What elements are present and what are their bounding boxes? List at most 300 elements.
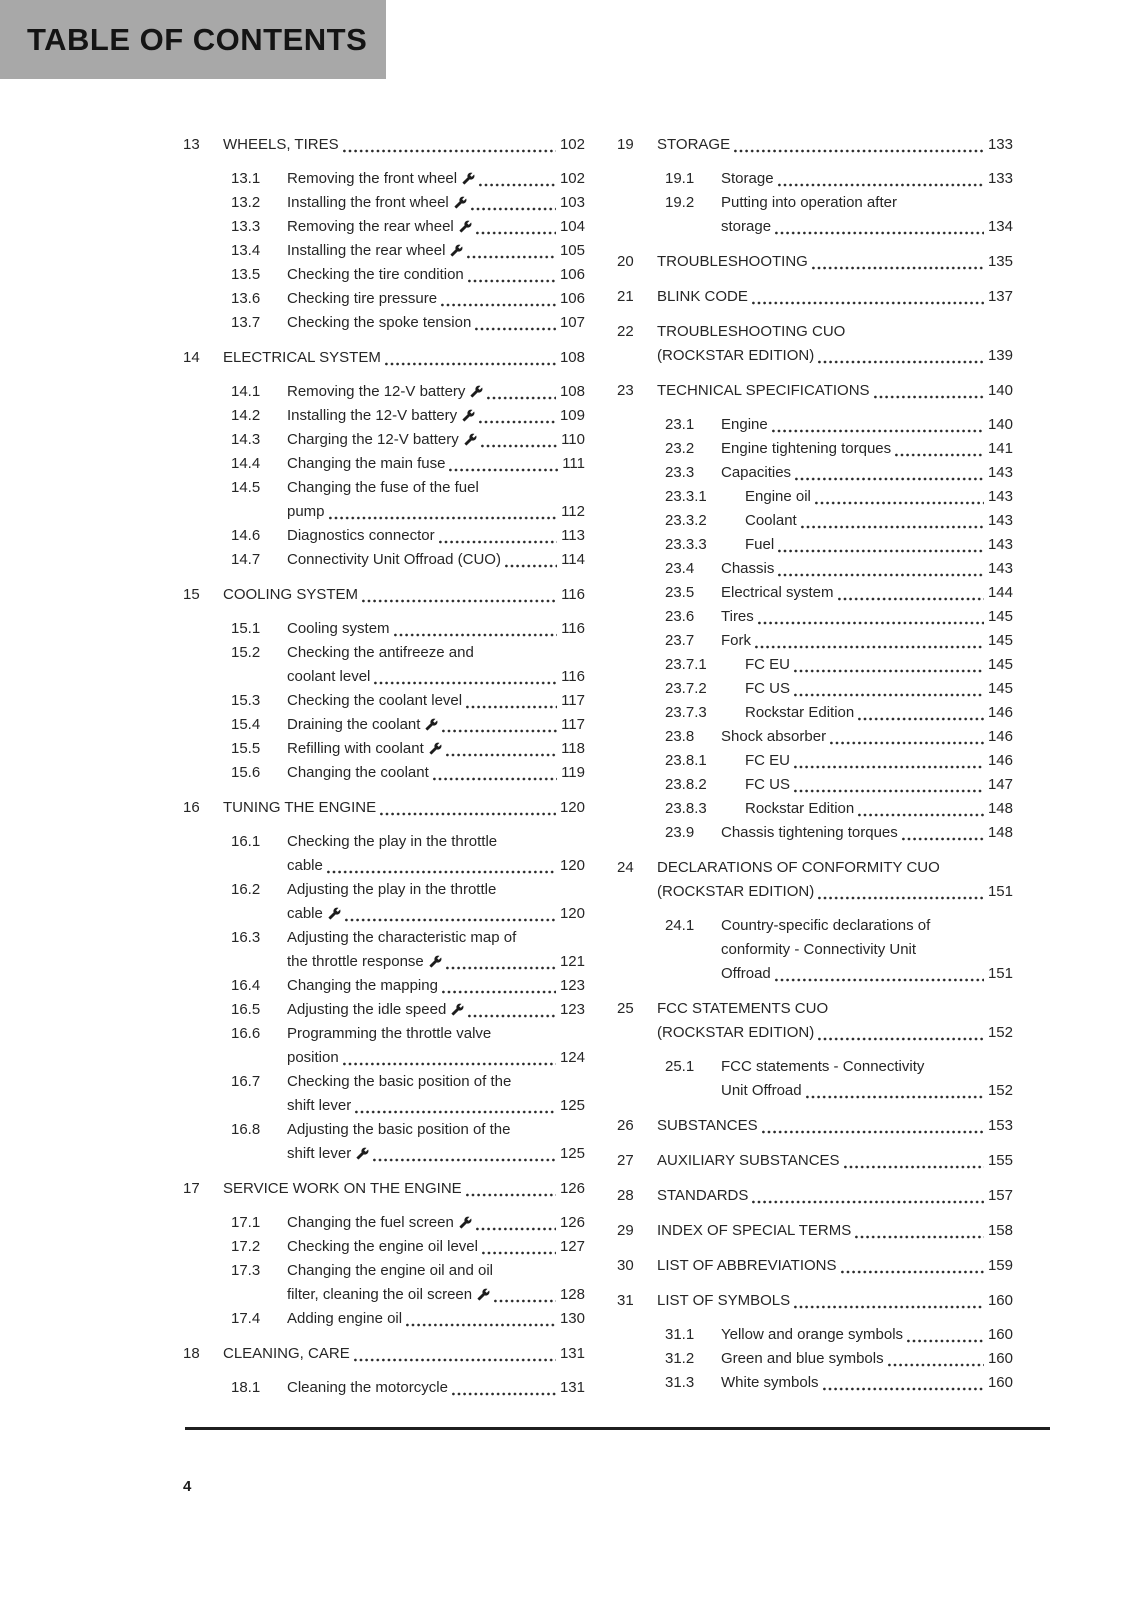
toc-section-entry bbox=[617, 677, 1013, 701]
toc-entry-number: 18 bbox=[183, 1345, 200, 1362]
toc-title-text: Cooling system bbox=[287, 620, 390, 637]
toc-entry-title bbox=[287, 1235, 585, 1259]
toc-title-text: filter, cleaning the oil screen bbox=[287, 1286, 473, 1303]
toc-page-number: 113 bbox=[561, 527, 585, 544]
toc-page-number: 141 bbox=[987, 440, 1013, 457]
toc-page-number: 151 bbox=[987, 965, 1013, 982]
toc-title-text: coolant level bbox=[287, 668, 371, 685]
wrench-icon bbox=[462, 172, 475, 185]
toc-title-line: DECLARATIONS OF CONFORMITY CUO bbox=[657, 859, 940, 876]
toc-title-lastline bbox=[721, 962, 1013, 986]
toc-entry-number: 17.2 bbox=[231, 1238, 261, 1255]
dot-leader bbox=[794, 669, 984, 673]
toc-page-number: 103 bbox=[559, 194, 585, 211]
toc-title-lastline bbox=[745, 485, 1013, 509]
footer-page-number: 4 bbox=[183, 1478, 192, 1495]
toc-entry-number: 14.5 bbox=[231, 479, 261, 496]
toc-title-text: storage bbox=[721, 218, 772, 235]
toc-title-lastline bbox=[721, 629, 1013, 653]
toc-entry-number: 31.3 bbox=[665, 1374, 695, 1391]
toc-title-text: Changing the main fuse bbox=[287, 455, 446, 472]
dot-leader bbox=[494, 1299, 556, 1303]
toc-entry-title bbox=[745, 773, 1013, 797]
toc-entry-number: 23.1 bbox=[665, 416, 695, 433]
toc-page-number: 143 bbox=[987, 560, 1013, 577]
toc-title-text: White symbols bbox=[721, 1374, 819, 1391]
toc-page-number: 105 bbox=[559, 242, 585, 259]
dot-leader bbox=[406, 1323, 556, 1327]
dot-leader bbox=[858, 717, 984, 721]
toc-entry-number: 16.3 bbox=[231, 929, 261, 946]
toc-title-text: SUBSTANCES bbox=[657, 1117, 758, 1134]
toc-entry-title bbox=[657, 997, 1013, 1045]
toc-entry-number: 15.1 bbox=[231, 620, 261, 637]
toc-section-entry bbox=[183, 1022, 585, 1070]
toc-section-entry bbox=[183, 167, 585, 191]
toc-title-lastline bbox=[745, 677, 1013, 701]
toc-page-number: 146 bbox=[987, 704, 1013, 721]
toc-entry-title bbox=[223, 796, 585, 820]
toc-page-number: 102 bbox=[559, 170, 585, 187]
toc-title-text: CLEANING, CARE bbox=[223, 1345, 350, 1362]
dot-leader bbox=[439, 540, 558, 544]
toc-page-number: 130 bbox=[559, 1310, 585, 1327]
toc-chapter-entry bbox=[183, 583, 585, 607]
toc-entry-title bbox=[287, 761, 585, 785]
wrench-icon bbox=[450, 244, 463, 257]
dot-leader bbox=[327, 870, 556, 874]
toc-page-number: 119 bbox=[561, 764, 585, 781]
toc-page-number: 104 bbox=[559, 218, 585, 235]
toc-section-entry bbox=[183, 1211, 585, 1235]
toc-chapter-entry bbox=[617, 1219, 1013, 1243]
toc-entry-title bbox=[745, 677, 1013, 701]
dot-leader bbox=[481, 444, 557, 448]
toc-page-number: 112 bbox=[561, 503, 585, 520]
wrench-icon bbox=[477, 1288, 490, 1301]
dot-leader bbox=[815, 501, 984, 505]
toc-entry-title bbox=[721, 914, 1013, 986]
wrench-icon bbox=[328, 907, 341, 920]
toc-entry-title bbox=[657, 285, 1013, 309]
toc-section-entry bbox=[183, 428, 585, 452]
toc-section-entry bbox=[617, 1055, 1013, 1103]
dot-leader bbox=[902, 837, 984, 841]
toc-entry-title bbox=[721, 413, 1013, 437]
toc-entry-title bbox=[287, 311, 585, 335]
toc-title-text: Draining the coolant bbox=[287, 716, 421, 733]
toc-title-lastline bbox=[721, 1323, 1013, 1347]
toc-entry-number: 30 bbox=[617, 1257, 634, 1274]
toc-title-text: (ROCKSTAR EDITION) bbox=[657, 1024, 815, 1041]
toc-title-text: Engine bbox=[721, 416, 768, 433]
toc-entry-title bbox=[745, 533, 1013, 557]
toc-title-line: Adjusting the play in the throttle bbox=[287, 881, 497, 898]
footer-divider bbox=[185, 1427, 1050, 1430]
toc-entry-number: 13.6 bbox=[231, 290, 261, 307]
toc-entry-title bbox=[657, 1289, 1013, 1313]
dot-leader bbox=[468, 279, 556, 283]
toc-page-number: 108 bbox=[559, 349, 585, 366]
toc-entry-title bbox=[721, 821, 1013, 845]
toc-entry-number: 13.1 bbox=[231, 170, 261, 187]
dot-leader bbox=[373, 1158, 556, 1162]
toc-page-number: 116 bbox=[561, 620, 585, 637]
toc-page-number: 133 bbox=[987, 170, 1013, 187]
wrench-icon bbox=[425, 718, 438, 731]
toc-title-text: TECHNICAL SPECIFICATIONS bbox=[657, 382, 870, 399]
toc-title-text: LIST OF ABBREVIATIONS bbox=[657, 1257, 837, 1274]
toc-title-lastline bbox=[287, 404, 585, 428]
dot-leader bbox=[778, 549, 984, 553]
wrench-icon bbox=[429, 955, 442, 968]
toc-page-number: 152 bbox=[987, 1024, 1013, 1041]
toc-title-text: Fuel bbox=[745, 536, 775, 553]
dot-leader bbox=[823, 1387, 984, 1391]
toc-title-text: Changing the coolant bbox=[287, 764, 429, 781]
toc-title-lastline bbox=[657, 1184, 1013, 1208]
dot-leader bbox=[476, 1227, 556, 1231]
toc-section-entry bbox=[183, 1118, 585, 1166]
toc-entry-title bbox=[287, 998, 585, 1022]
toc-title-text: Engine tightening torques bbox=[721, 440, 892, 457]
toc-chapter-entry bbox=[183, 1177, 585, 1201]
toc-entry-number: 20 bbox=[617, 253, 634, 270]
dot-leader bbox=[752, 301, 984, 305]
toc-title-text: Checking the coolant level bbox=[287, 692, 463, 709]
toc-section-entry bbox=[183, 641, 585, 689]
dot-leader bbox=[394, 633, 558, 637]
dot-leader bbox=[841, 1270, 984, 1274]
toc-section-entry bbox=[617, 797, 1013, 821]
toc-title-lastline bbox=[287, 998, 585, 1022]
toc-section-entry bbox=[183, 878, 585, 926]
toc-chapter-entry bbox=[617, 1289, 1013, 1313]
toc-page-number: 124 bbox=[559, 1049, 585, 1066]
toc-title-lastline bbox=[721, 1079, 1013, 1103]
toc-title-text: Unit Offroad bbox=[721, 1082, 802, 1099]
toc-title-lastline bbox=[287, 689, 585, 713]
dot-leader bbox=[479, 420, 556, 424]
toc-entry-title bbox=[223, 346, 585, 370]
toc-title-text: Engine oil bbox=[745, 488, 811, 505]
dot-leader bbox=[355, 1110, 556, 1114]
dot-leader bbox=[380, 812, 556, 816]
toc-title-text: Tires bbox=[721, 608, 754, 625]
toc-entry-title bbox=[721, 1055, 1013, 1103]
toc-entry-number: 13.2 bbox=[231, 194, 261, 211]
dot-leader bbox=[449, 468, 558, 472]
toc-title-lastline bbox=[287, 1307, 585, 1331]
toc-entry-title bbox=[657, 320, 1013, 368]
toc-title-text: Fork bbox=[721, 632, 751, 649]
toc-title-lastline bbox=[657, 344, 1013, 368]
toc-title-lastline bbox=[657, 1254, 1013, 1278]
toc-title-lastline bbox=[223, 1342, 585, 1366]
toc-section-entry bbox=[617, 191, 1013, 239]
wrench-icon bbox=[454, 196, 467, 209]
toc-entry-number: 23.4 bbox=[665, 560, 695, 577]
toc-title-lastline bbox=[223, 583, 585, 607]
toc-title-lastline bbox=[287, 902, 585, 926]
toc-entry-number: 15.2 bbox=[231, 644, 261, 661]
toc-title-lastline bbox=[721, 167, 1013, 191]
toc-entry-title bbox=[721, 581, 1013, 605]
toc-chapter-entry bbox=[617, 285, 1013, 309]
dot-leader bbox=[895, 453, 984, 457]
toc-title-lastline bbox=[657, 285, 1013, 309]
toc-title-text: Installing the front wheel bbox=[287, 194, 449, 211]
toc-title-line: FCC STATEMENTS CUO bbox=[657, 1000, 829, 1017]
toc-entry-title bbox=[287, 167, 585, 191]
toc-entry-title bbox=[287, 476, 585, 524]
toc-entry-title bbox=[287, 1070, 585, 1118]
toc-entry-title bbox=[657, 250, 1013, 274]
toc-title-lastline bbox=[721, 725, 1013, 749]
toc-entry-title bbox=[657, 1219, 1013, 1243]
toc-title-lastline bbox=[223, 346, 585, 370]
toc-title-line: Changing the fuse of the fuel bbox=[287, 479, 479, 496]
toc-page-number: 123 bbox=[559, 977, 585, 994]
toc-page-number: 140 bbox=[987, 382, 1013, 399]
toc-title-lastline bbox=[287, 1283, 585, 1307]
toc-title-lastline bbox=[287, 428, 585, 452]
toc-title-text: Cleaning the motorcycle bbox=[287, 1379, 448, 1396]
toc-page-number: 146 bbox=[987, 752, 1013, 769]
toc-title-text: Installing the 12-V battery bbox=[287, 407, 458, 424]
toc-section-entry bbox=[183, 287, 585, 311]
toc-entry-number: 23.8.3 bbox=[665, 800, 707, 817]
toc-entry-title bbox=[657, 1184, 1013, 1208]
toc-page-number: 152 bbox=[987, 1082, 1013, 1099]
toc-entry-title bbox=[745, 509, 1013, 533]
toc-title-line: Putting into operation after bbox=[721, 194, 897, 211]
toc-page-number: 145 bbox=[987, 632, 1013, 649]
toc-title-lastline bbox=[657, 250, 1013, 274]
dot-leader bbox=[806, 1095, 984, 1099]
toc-entry-title bbox=[745, 797, 1013, 821]
toc-page-number: 146 bbox=[987, 728, 1013, 745]
toc-entry-number: 13.3 bbox=[231, 218, 261, 235]
wrench-icon bbox=[470, 385, 483, 398]
toc-title-lastline bbox=[721, 215, 1013, 239]
toc-page-number: 148 bbox=[987, 800, 1013, 817]
toc-page-number: 133 bbox=[987, 136, 1013, 153]
toc-title-text: (ROCKSTAR EDITION) bbox=[657, 347, 815, 364]
toc-page-number: 126 bbox=[559, 1180, 585, 1197]
toc-page-number: 108 bbox=[559, 383, 585, 400]
toc-entry-number: 15.4 bbox=[231, 716, 261, 733]
toc-entry-title bbox=[287, 713, 585, 737]
dot-leader bbox=[362, 599, 557, 603]
toc-title-text: Rockstar Edition bbox=[745, 704, 855, 721]
toc-title-line: Programming the throttle valve bbox=[287, 1025, 492, 1042]
dot-leader bbox=[778, 183, 984, 187]
toc-title-lastline bbox=[745, 797, 1013, 821]
toc-section-entry bbox=[617, 413, 1013, 437]
toc-section-entry bbox=[617, 1347, 1013, 1371]
toc-entry-number: 14.1 bbox=[231, 383, 261, 400]
toc-title-text: Chassis tightening torques bbox=[721, 824, 898, 841]
toc-entry-title bbox=[745, 749, 1013, 773]
wrench-icon bbox=[462, 409, 475, 422]
dot-leader bbox=[471, 207, 556, 211]
toc-page-number: 143 bbox=[987, 512, 1013, 529]
dot-leader bbox=[734, 149, 984, 153]
toc-entry-number: 17.3 bbox=[231, 1262, 261, 1279]
toc-title-text: INDEX OF SPECIAL TERMS bbox=[657, 1222, 852, 1239]
dot-leader bbox=[329, 516, 558, 520]
toc-entry-number: 19.1 bbox=[665, 170, 695, 187]
toc-title-text: SERVICE WORK ON THE ENGINE bbox=[223, 1180, 462, 1197]
toc-entry-number: 22 bbox=[617, 323, 634, 340]
toc-entry-title bbox=[721, 437, 1013, 461]
toc-page-number: 145 bbox=[987, 656, 1013, 673]
toc-entry-title bbox=[287, 380, 585, 404]
toc-title-lastline bbox=[287, 950, 585, 974]
toc-entry-number: 26 bbox=[617, 1117, 634, 1134]
toc-page-number: 102 bbox=[559, 136, 585, 153]
toc-entry-title bbox=[745, 485, 1013, 509]
toc-title-lastline bbox=[287, 1376, 585, 1400]
toc-entry-title bbox=[287, 617, 585, 641]
toc-entry-title bbox=[745, 701, 1013, 725]
toc-entry-number: 15.3 bbox=[231, 692, 261, 709]
toc-entry-title bbox=[287, 1259, 585, 1307]
toc-page-number: 131 bbox=[559, 1345, 585, 1362]
toc-title-lastline bbox=[287, 191, 585, 215]
toc-entry-title bbox=[287, 641, 585, 689]
dot-leader bbox=[752, 1200, 984, 1204]
toc-title-line: TROUBLESHOOTING CUO bbox=[657, 323, 846, 340]
toc-entry-title bbox=[287, 689, 585, 713]
toc-page-number: 120 bbox=[559, 857, 585, 874]
toc-entry-title bbox=[287, 974, 585, 998]
toc-entry-number: 19.2 bbox=[665, 194, 695, 211]
toc-entry-title bbox=[287, 1307, 585, 1331]
toc-section-entry bbox=[617, 437, 1013, 461]
toc-title-line: FCC statements - Connectivity bbox=[721, 1058, 925, 1075]
toc-entry-number: 23.8.2 bbox=[665, 776, 707, 793]
toc-title-text: the throttle response bbox=[287, 953, 424, 970]
dot-leader bbox=[446, 753, 557, 757]
toc-entry-number: 24.1 bbox=[665, 917, 695, 934]
dot-leader bbox=[775, 231, 984, 235]
wrench-icon bbox=[459, 220, 472, 233]
toc-section-entry bbox=[183, 452, 585, 476]
toc-title-line: Adjusting the characteristic map of bbox=[287, 929, 517, 946]
toc-title-text: cable bbox=[287, 905, 323, 922]
toc-title-text: Coolant bbox=[745, 512, 797, 529]
toc-entry-number: 23.3.1 bbox=[665, 488, 707, 505]
toc-title-lastline bbox=[287, 380, 585, 404]
toc-title-lastline bbox=[721, 581, 1013, 605]
toc-page-number: 116 bbox=[561, 586, 585, 603]
toc-section-entry bbox=[617, 533, 1013, 557]
wrench-icon bbox=[464, 433, 477, 446]
toc-page-number: 147 bbox=[987, 776, 1013, 793]
toc-title-text: TROUBLESHOOTING bbox=[657, 253, 808, 270]
toc-entry-title bbox=[223, 133, 585, 157]
dot-leader bbox=[778, 573, 984, 577]
toc-page-number: 110 bbox=[561, 431, 585, 448]
toc-title-lastline bbox=[223, 133, 585, 157]
toc-entry-number: 23.9 bbox=[665, 824, 695, 841]
toc-title-lastline bbox=[657, 379, 1013, 403]
toc-entry-title bbox=[223, 1177, 585, 1201]
toc-page-number: 126 bbox=[559, 1214, 585, 1231]
dot-leader bbox=[812, 266, 984, 270]
toc-chapter-entry bbox=[617, 1114, 1013, 1138]
toc-title-line: Checking the play in the throttle bbox=[287, 833, 498, 850]
toc-title-text: Checking the spoke tension bbox=[287, 314, 472, 331]
toc-page-number: 153 bbox=[987, 1117, 1013, 1134]
toc-section-entry bbox=[183, 1070, 585, 1118]
toc-title-lastline bbox=[287, 452, 585, 476]
toc-page-number: 109 bbox=[559, 407, 585, 424]
toc-page-number: 128 bbox=[559, 1286, 585, 1303]
dot-leader bbox=[385, 362, 556, 366]
toc-section-entry bbox=[617, 509, 1013, 533]
toc-page-number: 123 bbox=[559, 1001, 585, 1018]
toc-section-entry bbox=[183, 404, 585, 428]
toc-title-text: FC EU bbox=[745, 656, 790, 673]
toc-title-lastline bbox=[745, 533, 1013, 557]
toc-entry-title bbox=[287, 428, 585, 452]
toc-entry-title bbox=[287, 878, 585, 926]
toc-entry-number: 16.2 bbox=[231, 881, 261, 898]
dot-leader bbox=[467, 255, 556, 259]
toc-entry-title bbox=[287, 191, 585, 215]
toc-section-entry bbox=[183, 713, 585, 737]
toc-title-lastline bbox=[721, 821, 1013, 845]
toc-title-lastline bbox=[287, 239, 585, 263]
toc-section-entry bbox=[183, 380, 585, 404]
toc-page-number: 143 bbox=[987, 488, 1013, 505]
toc-title-lastline bbox=[287, 311, 585, 335]
toc-page-number: 139 bbox=[987, 347, 1013, 364]
toc-title-lastline bbox=[721, 461, 1013, 485]
toc-page-number: 159 bbox=[987, 1257, 1013, 1274]
toc-page-number: 143 bbox=[987, 536, 1013, 553]
toc-entry-title bbox=[287, 239, 585, 263]
toc-section-entry bbox=[617, 1323, 1013, 1347]
toc-entry-title bbox=[287, 1211, 585, 1235]
toc-section-entry bbox=[617, 167, 1013, 191]
toc-section-entry bbox=[183, 830, 585, 878]
toc-title-lastline bbox=[657, 1219, 1013, 1243]
toc-page-number: 127 bbox=[559, 1238, 585, 1255]
toc-title-lastline bbox=[657, 1114, 1013, 1138]
wrench-icon bbox=[459, 1216, 472, 1229]
toc-page-number: 145 bbox=[987, 608, 1013, 625]
toc-title-lastline bbox=[287, 974, 585, 998]
toc-chapter-entry bbox=[617, 320, 1013, 368]
toc-entry-number: 14.7 bbox=[231, 551, 261, 568]
toc-entry-number: 16.1 bbox=[231, 833, 261, 850]
toc-title-lastline bbox=[721, 1371, 1013, 1395]
toc-page-number: 140 bbox=[987, 416, 1013, 433]
toc-entry-number: 18.1 bbox=[231, 1379, 261, 1396]
toc-chapter-entry bbox=[617, 379, 1013, 403]
toc-title-text: cable bbox=[287, 857, 323, 874]
toc-section-entry bbox=[617, 461, 1013, 485]
toc-title-lastline bbox=[287, 1211, 585, 1235]
toc-entry-title bbox=[721, 461, 1013, 485]
toc-entry-title bbox=[223, 583, 585, 607]
toc-section-entry bbox=[183, 191, 585, 215]
toc-title-lastline bbox=[287, 617, 585, 641]
